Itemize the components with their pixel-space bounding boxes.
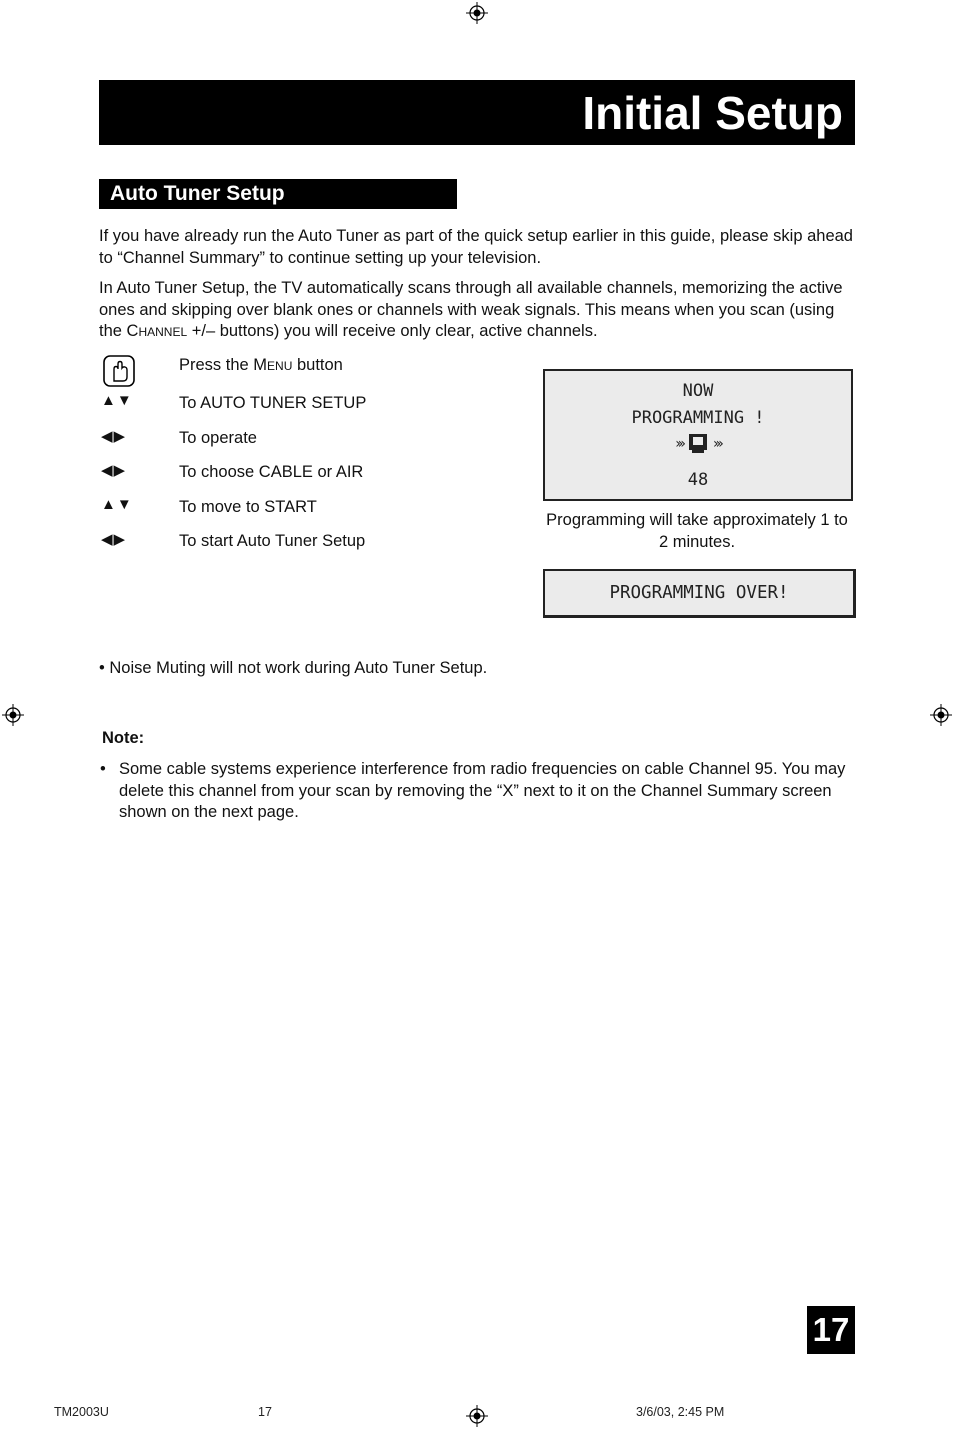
page-title: Initial Setup	[582, 87, 843, 139]
step-text: To start Auto Tuner Setup	[179, 532, 366, 550]
section-title: Auto Tuner Setup	[110, 182, 285, 205]
left-right-arrows-icon: ◀▶	[101, 531, 127, 548]
footer-doc-code: TM2003U	[54, 1405, 109, 1419]
tv-icon	[689, 434, 707, 454]
up-down-arrows-icon: ▲▼	[101, 496, 133, 513]
note-bullet: •	[100, 760, 106, 778]
programming-caption: Programming will take approximately 1 to 2 minutes.	[546, 511, 848, 551]
screen-line-now: NOW	[682, 381, 714, 401]
step-cable-air	[99, 459, 519, 485]
step-text: To operate	[179, 429, 257, 447]
page-number: 17	[807, 1306, 855, 1354]
registration-mark-icon	[466, 1405, 488, 1427]
step-operate	[99, 425, 519, 451]
registration-mark-icon	[466, 2, 488, 24]
progress-arrows-left: ›››	[675, 436, 683, 452]
step-move-start	[99, 494, 519, 520]
registration-mark-icon	[930, 704, 952, 726]
programming-screen	[543, 369, 853, 501]
section-heading-bar	[99, 179, 457, 209]
programming-over-text: PROGRAMMING OVER!	[609, 583, 789, 603]
intro-paragraph-2	[99, 278, 859, 343]
step-text: To AUTO TUNER SETUP	[179, 394, 367, 412]
note-heading: Note:	[102, 729, 145, 747]
note-text: Some cable systems experience interference from radio frequencies on cable Channel 95. You may delete this channel from your scan by removing the “X” next to it on the Channel Summary screen shown on the next page.	[119, 760, 846, 821]
intro-text: +/– buttons) you will receive only clear, active channels.	[187, 322, 598, 340]
left-right-arrows-icon: ◀▶	[101, 462, 127, 479]
programming-over-screen	[543, 569, 856, 618]
intro-paragraph-1: If you have already run the Auto Tuner as part of the quick setup earlier in this guide, please skip ahead to “Channel Summary” to continue setting up your television.	[99, 227, 853, 267]
page-title-bar	[99, 80, 855, 145]
up-down-arrows-icon: ▲▼	[101, 392, 133, 409]
footer-page: 17	[258, 1405, 272, 1419]
progress-arrows-right: ›››	[713, 436, 721, 452]
footer-timestamp: 3/6/03, 2:45 PM	[636, 1405, 725, 1419]
channel-number: 48	[687, 470, 709, 490]
screen-line-programming: PROGRAMMING !	[631, 408, 765, 428]
step-auto-tuner	[99, 390, 519, 416]
registration-mark-icon	[2, 704, 24, 726]
intro-text: In Auto Tuner Setup, the TV automatically scans through all available channels, memorizing the active ones and skipping over blank ones or channels with weak signals. This means when you scan (using the	[99, 279, 843, 340]
noise-muting-bullet: • Noise Muting will not work during Auto Tuner Setup.	[99, 659, 488, 677]
menu-hand-icon	[101, 353, 137, 389]
step-text: To move to START	[179, 498, 317, 516]
note-item	[99, 759, 859, 824]
channel-button-name: Channel	[126, 322, 188, 340]
progress-indicator	[545, 433, 851, 454]
left-right-arrows-icon: ◀▶	[101, 428, 127, 445]
step-start-setup	[99, 528, 519, 554]
step-text: To choose CABLE or AIR	[179, 463, 364, 481]
step-press-menu	[99, 352, 519, 392]
step-text: Press the Menu button	[179, 356, 343, 374]
